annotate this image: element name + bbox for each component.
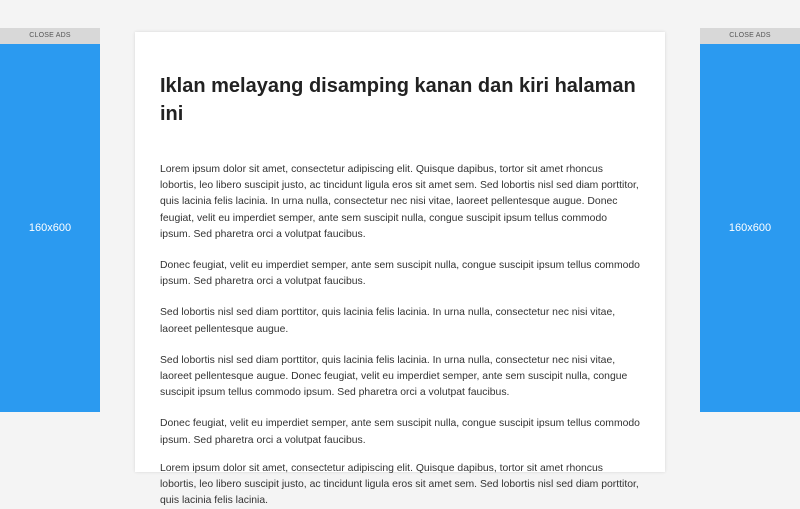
article-card bbox=[135, 32, 665, 507]
right-close-ads-button[interactable]: CLOSE ADS bbox=[700, 28, 800, 44]
article-title: Iklan melayang disamping kanan dan kiri halaman ini bbox=[160, 75, 636, 125]
article-paragraph: Lorem ipsum dolor sit amet, consectetur adipiscing elit. Quisque dapibus, tortor sit amet rhoncus lobortis, leo libero suscipit justo, ac tincidunt ligula eros sit amet sem. Sed lobortis nisl sed diam porttitor, quis lacinia felis lacinia. bbox=[160, 462, 639, 507]
article-paragraph: Donec feugiat, velit eu imperdiet semper, ante sem suscipit nulla, congue suscipit ipsum tellus commodo ipsum. Sed pharetra orci a volutpat faucibus. bbox=[160, 418, 640, 446]
right-floating-ad bbox=[700, 28, 800, 412]
right-ad-size-label: 160x600 bbox=[728, 222, 772, 234]
article-paragraph: Sed lobortis nisl sed diam porttitor, quis lacinia felis lacinia. In urna nulla, consectetur nec nisi vitae, laoreet pellentesque augue. Donec feugiat, velit eu imperdiet semper, ante sem suscipit nulla, congue suscipit ipsum tellus commodo ipsum. Sed pharetra orci a volutpat faucibus. bbox=[160, 354, 628, 399]
left-floating-ad bbox=[0, 28, 100, 412]
left-ad-banner[interactable] bbox=[0, 44, 100, 412]
article-paragraph: Sed lobortis nisl sed diam porttitor, quis lacinia felis lacinia. In urna nulla, consectetur nec nisi vitae, laoreet pellentesque augue. bbox=[160, 307, 616, 335]
left-close-ads-button[interactable]: CLOSE ADS bbox=[0, 28, 100, 44]
right-ad-banner[interactable] bbox=[700, 44, 800, 412]
article-paragraph: Donec feugiat, velit eu imperdiet semper, ante sem suscipit nulla, congue suscipit ipsum tellus commodo ipsum. Sed pharetra orci a volutpat faucibus. bbox=[160, 260, 640, 288]
article-paragraph: Lorem ipsum dolor sit amet, consectetur adipiscing elit. Quisque dapibus, tortor sit amet rhoncus lobortis, leo libero suscipit justo, ac tincidunt ligula eros sit amet sem. Sed lobortis nisl sed diam porttitor, quis lacinia felis lacinia. In urna nulla, consectetur nec nisi vitae, laoreet pellentesque augue. Donec feugiat, velit eu imperdiet semper, ante sem suscipit nulla, congue suscipit ipsum tellus commodo ipsum. Sed pharetra orci a volutpat faucibus. bbox=[160, 164, 639, 240]
left-ad-size-label: 160x600 bbox=[28, 222, 72, 234]
